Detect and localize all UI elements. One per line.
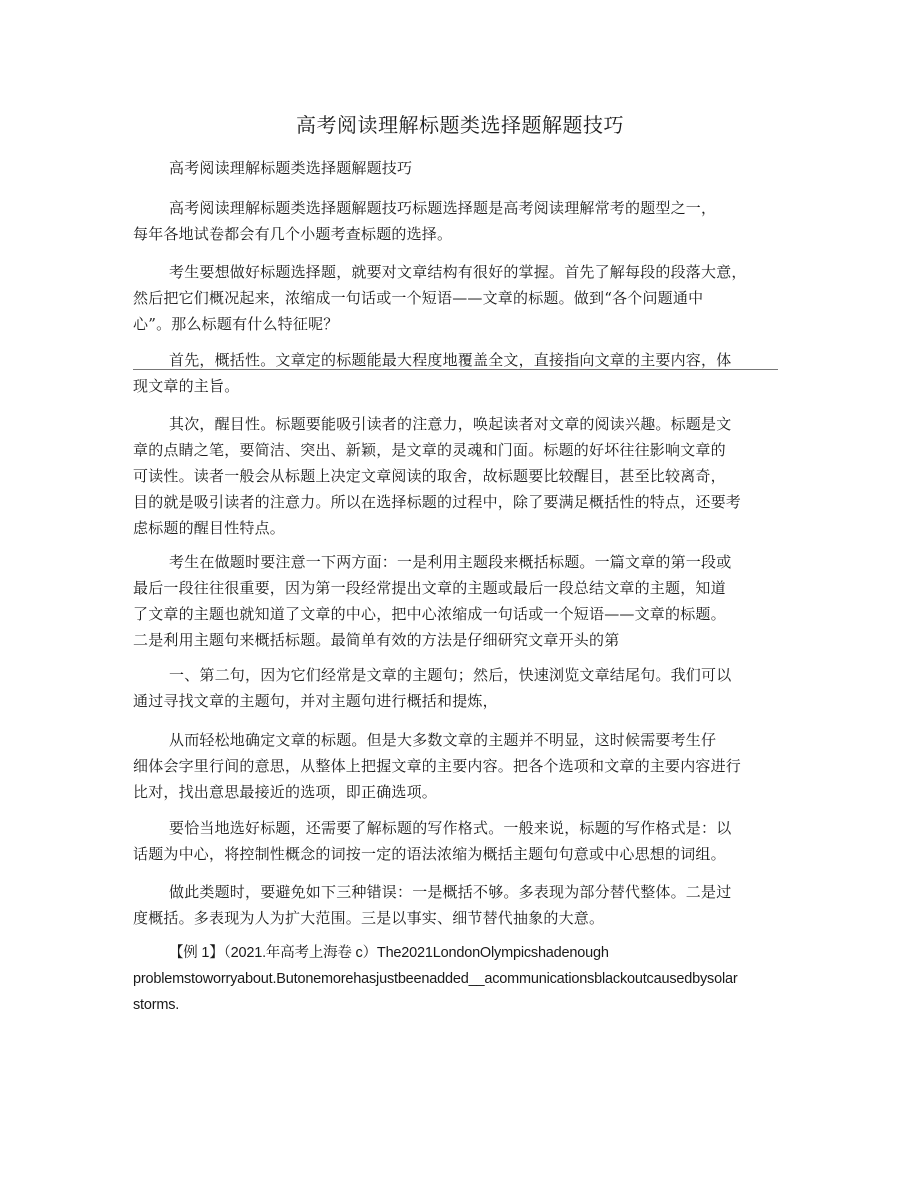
example-line: problemstoworryabout.Butonemorehasjustbeenadded__acommunicationsblackoutcausedbysolar: [133, 971, 738, 987]
paragraph-line: 二是利用主题句来概括标题。最简单有效的方法是仔细研究文章开头的第: [133, 631, 620, 649]
paragraph-line: 每年各地试卷都会有几个小题考查标题的选择。: [133, 225, 453, 243]
paragraph-line: 可读性。读者一般会从标题上决定文章阅读的取舍，故标题要比较醒目，甚至比较离奇，: [133, 467, 726, 485]
paragraph-line: 最后一段往往很重要，因为第一段经常提出文章的主题或最后一段总结文章的主题，知道: [133, 579, 726, 597]
paragraph-line: 其次，醒目性。标题要能吸引读者的注意力，唤起读者对文章的阅读兴趣。标题是文: [169, 415, 732, 433]
paragraph-line: 通过寻找文章的主题句，并对主题句进行概括和提炼，: [133, 692, 498, 710]
paragraph-eye-catching: [133, 411, 783, 541]
paragraph-line: 然后把它们概况起来，浓缩成一句话或一个短语——文章的标题。做到“各个问题通中: [133, 289, 704, 307]
paragraph-line: 细体会字里行间的意思，从整体上把握文章的主要内容。把各个选项和文章的主要内容进行: [133, 757, 742, 775]
paragraph-line: 考生要想做好标题选择题，就要对文章结构有很好的掌握。首先了解每段的段落大意，: [169, 263, 747, 281]
paragraph-line: 现文章的主旨。: [133, 377, 240, 395]
paragraph-line: 目的就是吸引读者的注意力。所以在选择标题的过程中，除了要满足概括性的特点，还要考: [133, 493, 742, 511]
paragraph-line: 一、第二句，因为它们经常是文章的主题句；然后，快速浏览文章结尾句。我们可以: [169, 666, 732, 684]
paragraph-line: 高考阅读理解标题类选择题解题技巧: [169, 159, 413, 177]
paragraph-line: 心”。那么标题有什么特征呢？: [133, 315, 339, 333]
paragraph-line: 从而轻松地确定文章的标题。但是大多数文章的主题并不明显，这时候需要考生仔: [169, 731, 717, 749]
example-line: storms.: [133, 997, 180, 1013]
paragraph-structure: [133, 259, 783, 337]
horizontal-divider: [133, 369, 778, 370]
paragraph-line: 了文章的主题也就知道了文章的中心，把中心浓缩成一句话或一个短语——文章的标题。: [133, 605, 726, 623]
paragraph-line: 首先，概括性。文章定的标题能最大程度地覆盖全文，直接指向文章的主要内容，体: [169, 351, 732, 369]
paragraph-line: 虑标题的醒目性特点。: [133, 519, 286, 537]
paragraph-subtitle: [133, 155, 783, 181]
paragraph-two-aspects: [133, 549, 783, 653]
paragraph-determine-title: [133, 727, 783, 805]
paragraph-common-errors: [133, 879, 783, 931]
paragraph-line: 章的点睛之笔，要简洁、突出、新颖，是文章的灵魂和门面。标题的好坏往往影响文章的: [133, 441, 726, 459]
example-line: 【例 1】（2021.年高考上海卷 c）The2021LondonOlympicshadenough: [169, 945, 609, 961]
example-question: [133, 940, 783, 1018]
paragraph-line: 要恰当地选好标题，还需要了解标题的写作格式。一般来说，标题的写作格式是：以: [169, 819, 732, 837]
paragraph-line: 话题为中心，将控制性概念的词按一定的语法浓缩为概括主题句句意或中心思想的词组。: [133, 845, 726, 863]
paragraph-line: 比对，找出意思最接近的选项，即正确选项。: [133, 783, 438, 801]
paragraph-title-format: [133, 815, 783, 867]
document-title: 高考阅读理解标题类选择题解题技巧: [296, 113, 624, 137]
paragraph-topic-sentence: [133, 662, 783, 714]
paragraph-generality: [133, 347, 783, 399]
paragraph-intro: [133, 195, 783, 247]
paragraph-line: 考生在做题时要注意一下两方面：一是利用主题段来概括标题。一篇文章的第一段或: [169, 553, 732, 571]
paragraph-line: 度概括。多表现为人为扩大范围。三是以事实、细节替代抽象的大意。: [133, 909, 605, 927]
paragraph-line: 高考阅读理解标题类选择题解题技巧标题选择题是高考阅读理解常考的题型之一，: [169, 199, 717, 217]
paragraph-line: 做此类题时，要避免如下三种错误：一是概括不够。多表现为部分替代整体。二是过: [169, 883, 732, 901]
